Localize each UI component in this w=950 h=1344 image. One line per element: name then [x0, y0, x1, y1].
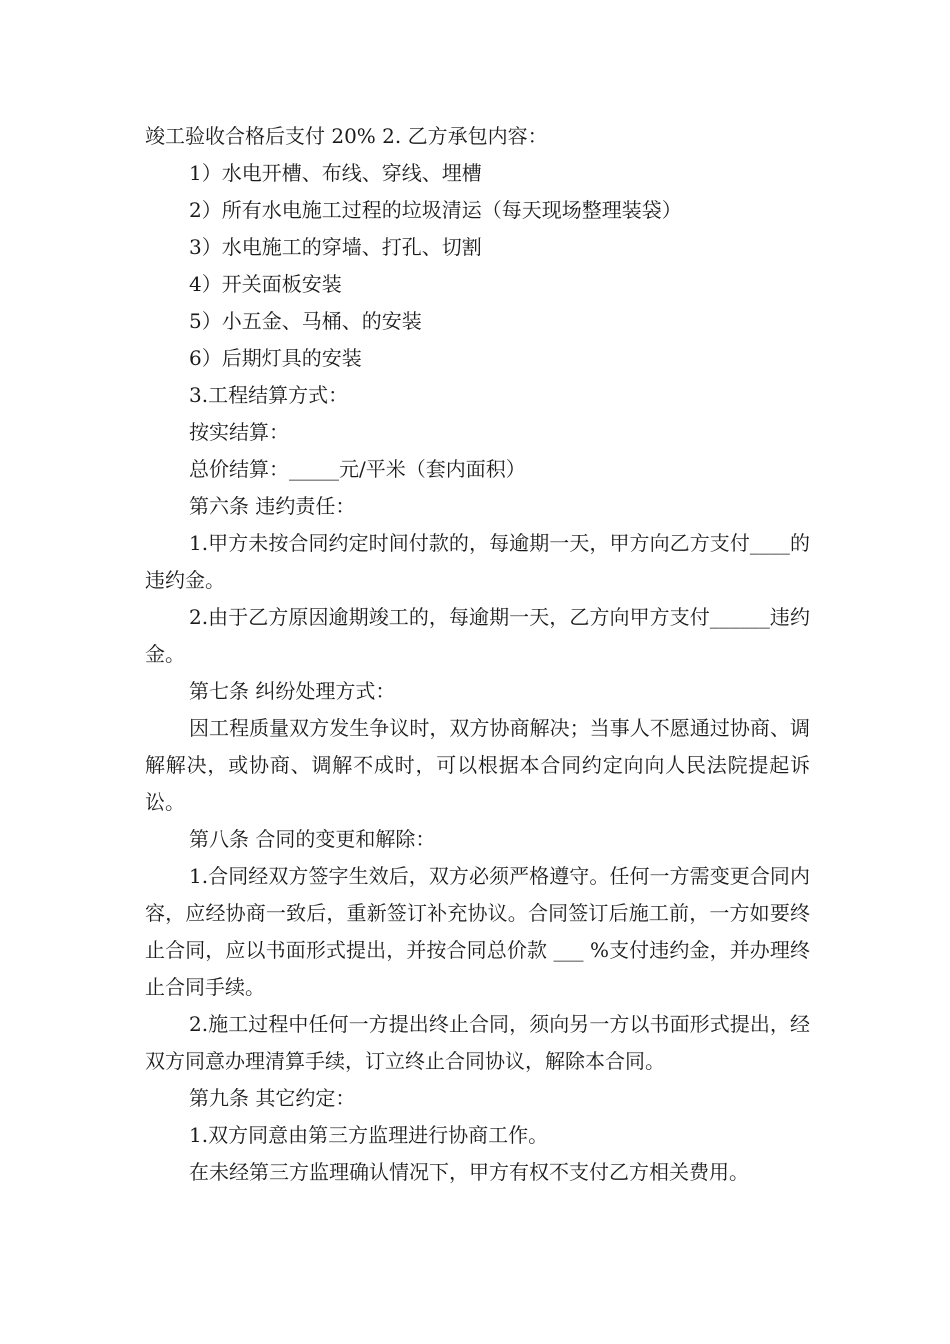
article-6-clause-1: 1.甲方未按合同约定时间付款的，每逾期一天，甲方向乙方支付____的违约金。: [145, 531, 810, 592]
settlement-actual: 按实结算：: [189, 420, 289, 444]
paragraph-payment-and-scope: 竣工验收合格后支付 20% 2. 乙方承包内容：: [145, 124, 548, 148]
settlement-total: 总价结算：_____元/平米（套内面积）: [189, 457, 526, 481]
article-8-heading: 第八条 合同的变更和解除：: [189, 827, 436, 851]
article-8-clause-2: 2.施工过程中任何一方提出终止合同，须向另一方以书面形式提出，经双方同意办理清算手续，订立终止合同协议，解除本合同。: [145, 1012, 810, 1073]
list-item-scope-1: 1）水电开槽、布线、穿线、埋槽: [189, 161, 482, 185]
article-7-body: 因工程质量双方发生争议时，双方协商解决；当事人不愿通过协商、调解解决，或协商、调解不成时，可以根据本合同约定向向人民法院提起诉讼。: [145, 716, 810, 814]
article-6-clause-2: 2.由于乙方原因逾期竣工的，每逾期一天，乙方向甲方支付______违约金。: [145, 605, 810, 666]
article-9-clause-1: 1.双方同意由第三方监理进行协商工作。: [189, 1123, 549, 1147]
list-item-scope-6: 6）后期灯具的安装: [189, 346, 362, 370]
list-item-scope-3: 3）水电施工的穿墙、打孔、切割: [189, 235, 482, 259]
list-item-scope-4: 4）开关面板安装: [189, 272, 342, 296]
list-item-scope-5: 5）小五金、马桶、的安装: [189, 309, 422, 333]
article-9-heading: 第九条 其它约定：: [189, 1086, 356, 1110]
article-7-heading: 第七条 纠纷处理方式：: [189, 679, 396, 703]
list-item-scope-2: 2）所有水电施工过程的垃圾清运（每天现场整理装袋）: [189, 198, 682, 222]
document-body: [145, 118, 810, 1191]
article-9-clause-1-note: 在未经第三方监理确认情况下，甲方有权不支付乙方相关费用。: [189, 1160, 749, 1184]
article-6-heading: 第六条 违约责任：: [189, 494, 356, 518]
article-8-clause-1: 1.合同经双方签字生效后，双方必须严格遵守。任何一方需变更合同内容，应经协商一致后，重新签订补充协议。合同签订后施工前，一方如要终止合同，应以书面形式提出，并按合同总价款 ___ %支付违约金，并办理终止合同手续。: [145, 864, 810, 999]
settlement-heading: 3.工程结算方式：: [189, 383, 349, 407]
